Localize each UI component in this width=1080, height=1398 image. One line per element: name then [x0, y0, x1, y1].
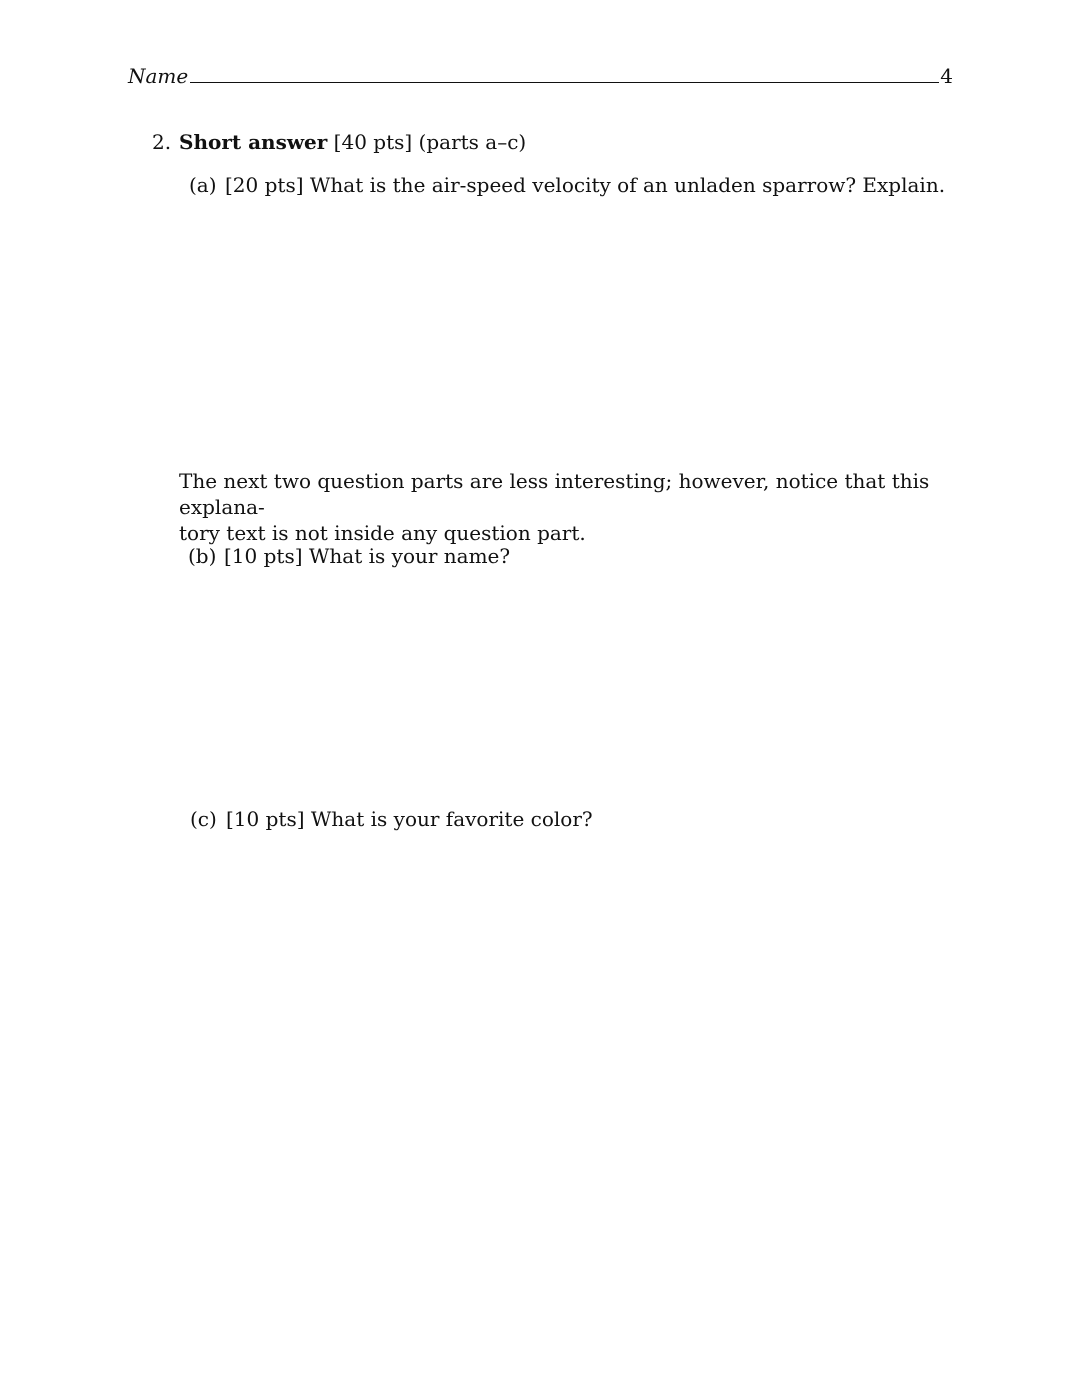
question-part-a	[189, 171, 945, 199]
question-points: [40 pts]	[333, 130, 413, 154]
part-label: (b)	[188, 544, 217, 568]
explanatory-text-line: tory text is not inside any question part.	[179, 521, 586, 545]
part-text: [20 pts] What is the air-speed velocity of an unladen sparrow? Explain.	[225, 173, 946, 197]
name-label: Name	[128, 64, 189, 88]
page-number: 4	[940, 64, 953, 88]
explanatory-text-line: The next two question parts are less interesting; however, notice that this explana-	[179, 469, 930, 519]
name-underline	[190, 82, 939, 83]
question-part-c	[190, 805, 593, 833]
explanatory-text	[179, 468, 955, 546]
question-2-heading	[152, 128, 526, 156]
question-number: 2.	[152, 130, 172, 154]
question-title: Short answer	[179, 130, 328, 154]
part-text: [10 pts] What is your name?	[224, 544, 511, 568]
part-text: [10 pts] What is your favorite color?	[226, 807, 593, 831]
page-header	[128, 62, 953, 92]
part-label: (a)	[189, 173, 217, 197]
question-parts-range: (parts a–c)	[418, 130, 527, 154]
question-part-b	[188, 542, 510, 570]
part-label: (c)	[190, 807, 217, 831]
